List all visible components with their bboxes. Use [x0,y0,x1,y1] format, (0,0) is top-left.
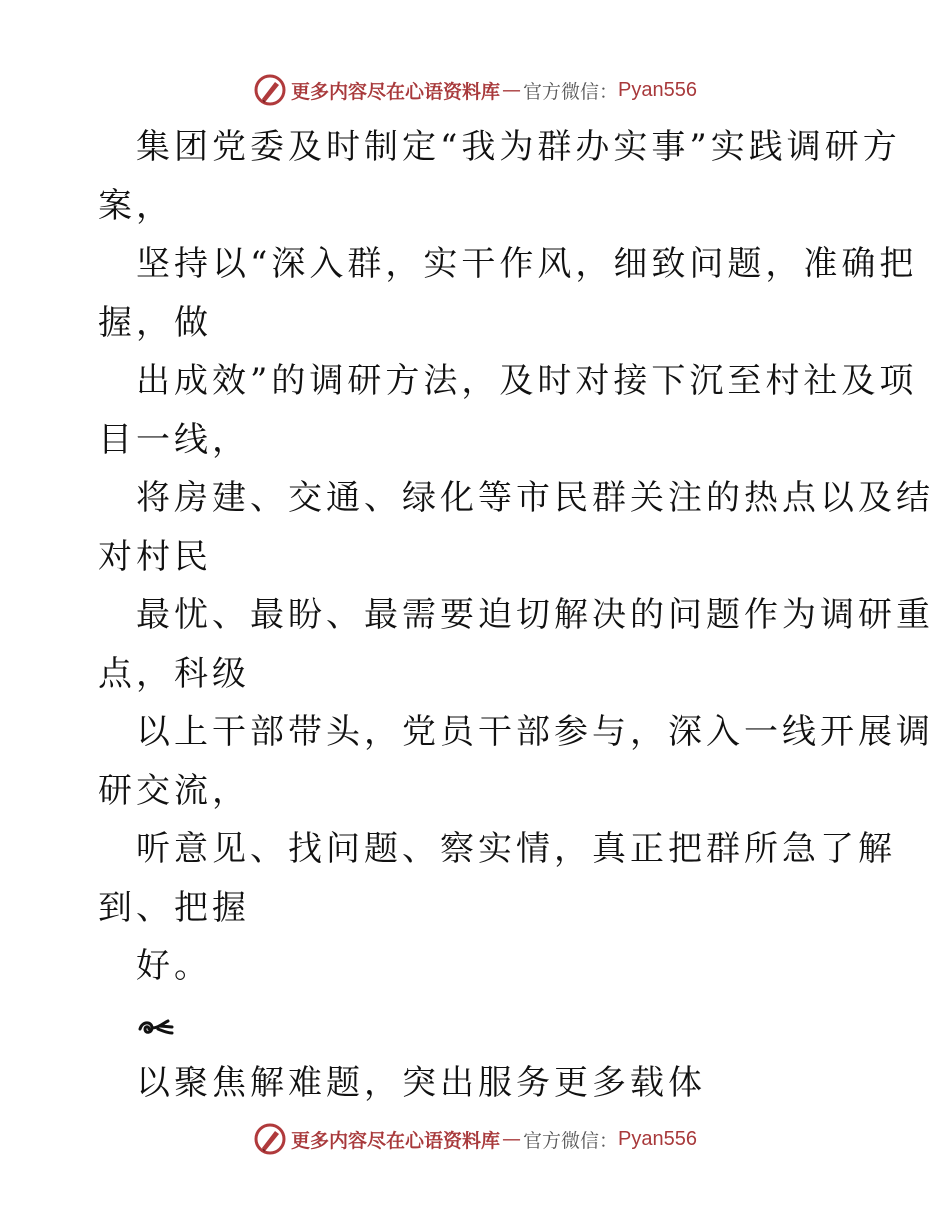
text-line: 对村民 [98,536,212,577]
text-line: 研交流， [98,770,250,811]
text-line: 坚持以“深入群，实干作风，细致问题，准确把 [136,244,918,284]
pen-logo-icon [253,73,287,107]
text-line: 案， [98,185,174,226]
text-line: 最忧、最盼、最需要迫切解决的问题作为调研重 [136,595,934,635]
pen-logo-icon [253,1122,287,1156]
text-line: 点，科级 [98,653,250,694]
ornament-line [98,996,858,1055]
text-line: 好。 [136,946,212,986]
banner-account: Pyan556 [618,1127,697,1150]
text-line: 出成效”的调研方法，及时对接下沉至村社及项 [136,361,918,401]
text-line: 集团党委及时制定“我为群办实事”实践调研方 [136,127,901,167]
header-banner [0,70,950,110]
banner-account: Pyan556 [618,78,697,101]
banner-separator: — [502,1128,522,1150]
banner-separator: — [502,79,522,101]
document-body [98,118,934,1113]
text-line: 握，做 [98,302,212,343]
text-line: 到、把握 [98,887,250,928]
fleuron-icon [136,1015,176,1039]
text-line: 以上干部带头，党员干部参与，深入一线开展调 [136,712,934,752]
text-line: 听意见、找问题、察实情，真正把群所急了解 [136,829,896,869]
banner-brand: 更多内容尽在心语资料库 [291,80,501,103]
banner-wechat-label: 官方微信： [523,80,619,103]
banner-brand: 更多内容尽在心语资料库 [291,1129,501,1152]
banner-wechat-label: 官方微信： [523,1129,619,1152]
text-line: 以聚焦解难题，突出服务更多载体 [136,1063,706,1103]
text-line: 目一线， [98,419,250,460]
footer-banner [0,1119,950,1159]
text-line: 将房建、交通、绿化等市民群关注的热点以及结 [136,478,934,518]
